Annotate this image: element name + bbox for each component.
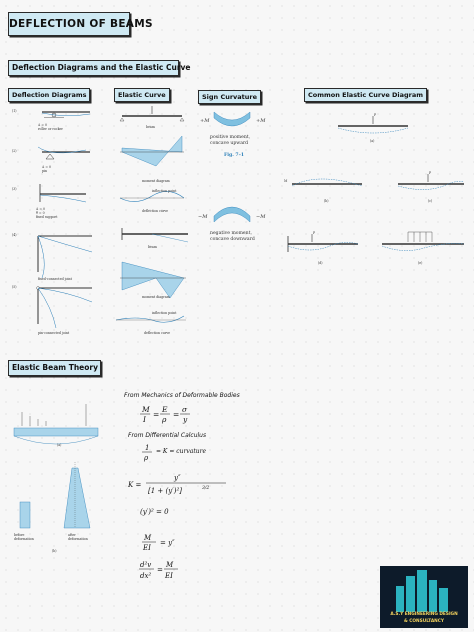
- after-label-2: deformation: [68, 537, 88, 541]
- support-5-line-1: pin-connected joint: [38, 331, 70, 335]
- common-a-label: (a): [370, 139, 375, 143]
- support-3-line-2: θ = 0: [36, 211, 45, 215]
- support-3-line-3: fixed support: [36, 215, 58, 219]
- support-3-line-1: Δ = 0: [36, 207, 46, 211]
- inflection-point-label-2: inflection point: [152, 311, 177, 315]
- eq1-y: y: [183, 415, 188, 424]
- common-d-label: (d): [318, 261, 323, 265]
- beam-theory-fig-a: (a): [57, 443, 62, 447]
- common-c-label: (c): [428, 199, 433, 203]
- elastic-beam-label-2: beam: [148, 245, 157, 249]
- common-a-load: P: [374, 113, 377, 117]
- equation-deflection: [138, 558, 188, 584]
- after-label: after: [68, 533, 76, 537]
- company-logo: [380, 566, 468, 628]
- before-label: before: [14, 533, 25, 537]
- eq6-d2v: d²v: [140, 561, 152, 569]
- eq1-sigma: σ: [182, 405, 188, 414]
- note-calculus: From Differential Calculus: [128, 432, 207, 439]
- subheading-deflection-diagrams: Deflection Diagrams: [8, 88, 90, 102]
- svg-text:=: =: [173, 410, 180, 419]
- elastic-beam-label-1: beam: [146, 125, 155, 129]
- negative-moment-text: negative moment,: [210, 231, 252, 236]
- sign-curvature-figure: [196, 106, 270, 246]
- eq3-den: [1 + (y′)²]: [148, 487, 183, 495]
- equation-moment-curvature: [140, 532, 200, 554]
- eq1-i: I: [143, 415, 146, 424]
- support-4-number: (4): [12, 233, 17, 237]
- common-c-load: P: [429, 171, 432, 175]
- negative-m-right: −M: [256, 214, 266, 220]
- common-d-load: P: [313, 231, 316, 235]
- deflection-curve-label-1: deflection curve: [142, 209, 169, 213]
- support-5-number: (5): [12, 285, 17, 289]
- positive-concave-text: concave upward: [210, 141, 249, 146]
- elastic-curve-figure: [112, 102, 192, 334]
- negative-concave-text: concave downward: [210, 237, 255, 242]
- svg-text:=: =: [153, 410, 160, 419]
- eq6-ei: EI: [165, 572, 173, 580]
- support-1-line-1: Δ = 0: [38, 123, 48, 127]
- positive-m-left: +M: [200, 118, 210, 124]
- fig-7-1-label: Fig. 7–1: [224, 153, 245, 158]
- beam-theory-figure: [8, 392, 108, 564]
- eq3-k: K =: [128, 481, 142, 489]
- moment-diagram-label-2: moment diagram: [142, 295, 170, 299]
- common-b-label: (b): [324, 199, 329, 203]
- eq2-one: 1: [145, 444, 150, 452]
- logo-line-1: A.S.Y ENGINEERING DESIGN: [390, 612, 458, 617]
- deflection-curve-label-2: deflection curve: [144, 331, 171, 334]
- eq5-rhs: = y″: [160, 539, 175, 547]
- curvature-note: = K = curvature: [156, 448, 207, 455]
- eq1-e: E: [162, 405, 168, 414]
- inflection-point-label-1: inflection point: [152, 189, 177, 193]
- section-heading-deflection: Deflection Diagrams and the Elastic Curve: [8, 60, 179, 76]
- subheading-sign-curvature: Sign Curvature: [198, 90, 261, 104]
- equation-slope-zero: (y′)² = 0: [140, 508, 169, 516]
- svg-text:=: =: [157, 566, 163, 574]
- eq3-exp: 3/2: [202, 486, 210, 491]
- support-2-number: (2): [12, 149, 17, 153]
- eq1-m: M: [142, 405, 150, 414]
- support-1-line-2: roller or rocker: [38, 127, 63, 131]
- support-2-line-2: pin: [42, 169, 48, 173]
- common-elastic-curve-figure: [278, 104, 470, 274]
- equation-k: [126, 468, 236, 502]
- before-label-2: deformation: [14, 537, 34, 541]
- page-title: DEFLECTION OF BEAMS: [8, 12, 130, 36]
- equation-flexure: [138, 402, 208, 426]
- eq1-rho: ρ: [162, 415, 167, 424]
- moment-diagram-label-1: moment diagram: [142, 179, 170, 183]
- skyline-icon: [380, 566, 468, 612]
- eq3-num: y″: [174, 474, 181, 482]
- common-e-label: (e): [418, 261, 423, 265]
- eq6-m: M: [166, 561, 174, 569]
- note-mechanics: From Mechanics of Deformable Bodies: [124, 392, 240, 399]
- eq2-rho: ρ: [144, 454, 149, 462]
- support-diagrams-figure: [8, 102, 102, 338]
- positive-moment-text: positive moment,: [210, 135, 251, 140]
- positive-m-right: +M: [256, 118, 266, 124]
- eq6-dx2: dx²: [140, 572, 152, 580]
- common-b-moment: M: [284, 179, 288, 183]
- beam-theory-fig-b: (b): [52, 549, 57, 553]
- support-4-line-1: fixed-connected joint: [38, 277, 72, 281]
- support-1-number: (1): [12, 109, 17, 113]
- equation-curvature-fraction: [140, 442, 156, 464]
- eq5-m: M: [144, 534, 152, 542]
- eq5-ei: EI: [143, 544, 151, 552]
- subheading-elastic-curve: Elastic Curve: [114, 88, 170, 102]
- support-3-number: (3): [12, 187, 17, 191]
- negative-m-left: −M: [198, 214, 208, 220]
- logo-line-2: & CONSULTANCY: [403, 619, 445, 624]
- support-2-line-1: Δ = 0: [42, 165, 52, 169]
- subheading-common-elastic-curve: Common Elastic Curve Diagram: [304, 88, 427, 102]
- section-heading-elastic-beam: Elastic Beam Theory: [8, 360, 101, 376]
